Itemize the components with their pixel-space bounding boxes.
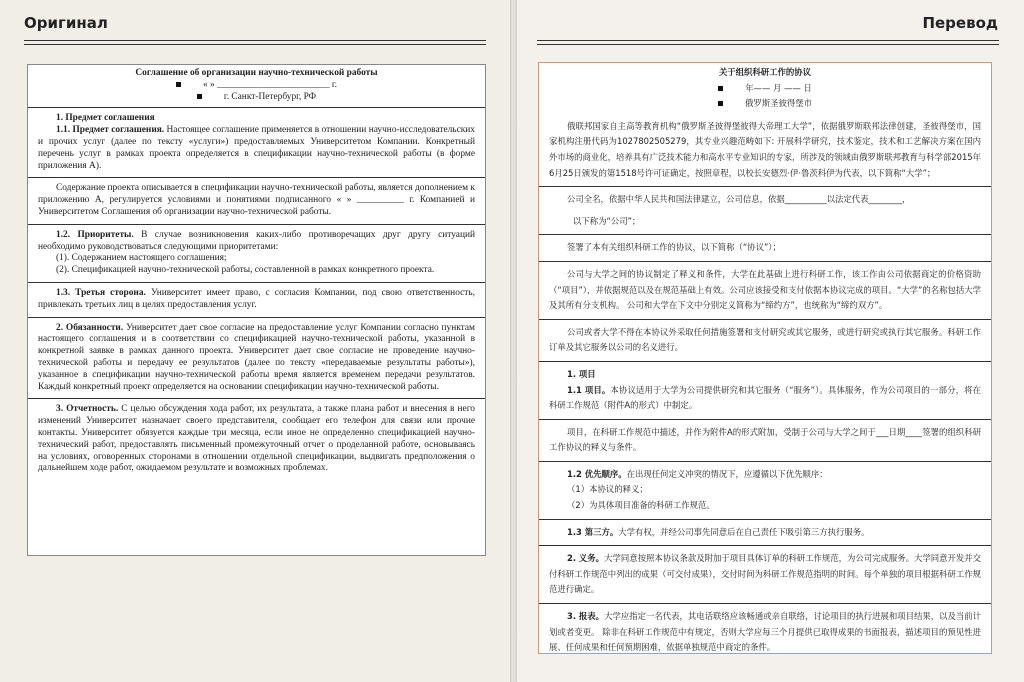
bullet-icon [718,101,723,106]
bullet-icon [176,82,181,87]
translation-sec1-heading: 1. 项目 [567,368,596,379]
original-sec1-2-item2: (2). Спецификацией научно-технической работы, составленной в рамках конкретного проекта. [56,265,435,276]
original-document [27,64,486,556]
translation-sec1-1: 1.1 项目。本协议适用于大学为公司提供研究和其它服务（“服务”）。具体服务，作为公司项目的一部分，将在科研工作规范（附件A的形式）中制定。 [549,384,981,411]
original-sec2: 2. Обязанности. Университет дает свое согласие на предоставление услуг Компании согласно пунктам настоящего соглашения и в соответствии со спецификацией научно-технической работы, указанной в конкретной заявке в рамках данного проекта. Университет дает свое согласие не проведение научно-технической работы и передачу ее результатов (далее по тексту «передаваемые результаты работы»), указанное в спецификации научно-технической работы время является временем передачи результатов. Каждый конкретный проект определяется на основании спецификации научно-технической работы. [38,322,475,392]
original-sec1-content: Содержание проекта описывается в спецификации научно-технической работы, является дополнением к приложению А, регулируется условиями и понятиями подписанного « » __________ г. Компанией и Университетом Соглашения об организации научно-технической работы. [38,183,475,217]
translation-doc-title: 关于组织科研工作的协议 [718,67,812,77]
translation-place-line: 俄罗斯圣彼得堡市 [549,96,981,112]
original-sec1-2: 1.2. Приоритеты. В случае возникновения каких-либо противоречащих друг другу ситуаций необходимо руководствоваться следующими приоритетами: [38,229,475,252]
translation-agreement-desc: 公司与大学之间的协议制定了释义和条件，大学在此基础上进行科研工作，该工作由公司依据商定的价格资助（“项目”），并依据规范以及在规范基础上有效。公司应该接受和支付依据本协议完成的项目。“大学”的名称包括大学及其所有分支机构。 公司和大学在下文中分别定义简称为“缔约方”，也统称为“缔约双方”。 [549,268,981,311]
original-sec3: 3. Отчетность. С целью обсуждения хода работ, их результата, а также плана работ и внесения в него изменений Университет назначает своего представителя, сообщает его телефон для связи или прочие контакты. Университет обязуется каждые три месяца, если иное не определенно спецификацией научно-технический работ, предоставлять письменный промежуточный отчет о проделанной работе, основываясь на условиях, оговоренных сторонами в отношении отдельной спецификации, выдвигать предположения о дальнейшем ходе работ, ожидаемом результате и возможных проблемах. [38,404,475,474]
translation-document [538,62,992,654]
translation-company-line: 公司全名，依据中华人民共和国法律建立，公司信息，依据__________以法定代表________， [567,194,911,205]
original-sec1-heading: 1. Предмет соглашения [56,113,155,124]
bullet-icon [718,86,723,91]
original-title-rule [24,40,486,45]
translation-sec1-2-item1: （1）本协议的释义； [567,484,648,495]
original-doc-title: Соглашение об организации научно-технической работы [135,68,378,78]
translation-name-use: 公司或者大学不得在本协议外采取任何措施签署和支付研究或其它服务，或进行研究或执行其它服务。科研工作订单及其它服务以公司的名义进行。 [549,326,981,353]
original-sec1-2-item1: (1). Содержанием настоящего соглашения; [56,253,227,264]
translation-title-rule [537,40,999,45]
translation-sec1-2-item2: （2）为具体项目准备的科研工作规范。 [567,500,715,511]
translation-intro: 俄联邦国家自主高等教育机构“俄罗斯圣彼得堡彼得大帝理工大学”，依据俄罗斯联邦法律创建，圣彼得堡市，国家机构注册代码为1027802505279，其专业兴趣范畴如下: 开展科学研究，技术鉴定，技术和工艺解决方案在国内外市场的商业化，培养具有广泛技术能力和高水平专业知识的专家，所涉及的领域由俄罗斯联邦教育与科学部2015年6月25日颁发的第1518号许可证确定，按照章程，以校长安德烈·伊·鲁茨科伊为代表，以下简称“大学”； [549,120,981,178]
translation-sec2: 2. 义务。大学同意按照本协议条款及附加于项目具体订单的科研工作规范，为公司完成服务。大学同意开发并交付科研工作规范中列出的成果（可交付成果），交付时间为科研工作规范指明的时间。每个单独的项目根据科研工作规范进行确定。 [549,553,981,595]
bullet-icon [197,94,202,99]
translation-sec1-2: 1.2 优先顺序。在出现任何定义冲突的情况下，应遵循以下优先顺序： [567,468,828,479]
original-sec1-3: 1.3. Третья сторона. Университет имеет право, с согласия Компании, под свою ответственность, привлекать третьих лиц в целях предоставления услуг. [38,287,476,310]
original-panel [0,0,510,682]
translation-sec1-content: 项目，在科研工作规范中描述，并作为附件A的形式附加，受制于公司与大学之间于___日期____签署的组织科研工作协议的释义与条件。 [549,426,981,453]
original-place-line: г. Санкт-Петербург, РФ [38,92,475,104]
translation-sec3: 3. 报表。大学应指定一名代表，其电话联络应该畅通或亲自联络，讨论项目的执行进展和项目结果，以及当前计划或者变更。 除非在科研工作规范中有规定，否则大学应每三个月提供已取得成果的书面报表，描述项目的预见性进展、任何成果和任何预期困难，依据单独规范中商定的条件。 [549,611,981,653]
translation-date-line: 年—— 月 —— 日 [549,81,981,97]
translation-panel [517,0,1024,682]
original-sec1-1: 1.1. Предмет соглашения. Настоящее соглашение применяется в отношении научно-исследовательских и прочих услуг (далее по тексту «услуги») предоставляемых Университетом Компании. Конкретный перечень услуг в рамках проекта определяется в спецификации научно-технической работы (в форме приложения А). [38,125,475,171]
original-panel-title: Оригинал [24,14,108,32]
translation-panel-title: Перевод [922,14,998,32]
translation-signed: 签署了本有关组织科研工作的协议，以下简称（“协议”）； [567,242,781,253]
original-date-line: « » ________________________ г. [38,80,475,92]
translation-company-line2: 以下称为“公司”； [573,215,641,226]
page-spine [510,0,517,682]
translation-sec1-3: 1.3 第三方。大学有权，并经公司事先同意后在自己责任下吸引第三方执行服务。 [567,526,870,537]
